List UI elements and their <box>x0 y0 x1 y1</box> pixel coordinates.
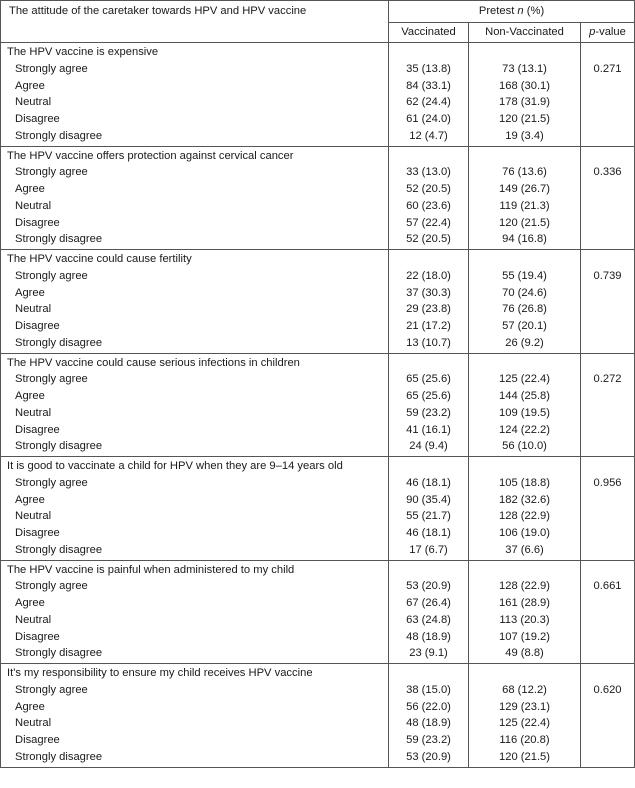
response-label: Agree <box>15 183 45 195</box>
question-block <box>1 250 635 354</box>
non-vaccinated-value: 106 (19.0) <box>499 527 550 539</box>
vaccinated-value: 48 (18.9) <box>406 630 451 643</box>
question-block <box>1 560 635 664</box>
response-label: Disagree <box>15 630 60 643</box>
question-title: The HPV vaccine is painful when administered to my child <box>7 563 295 576</box>
vaccinated-cell <box>389 664 469 768</box>
non-vaccinated-value: 26 (9.2) <box>505 336 544 349</box>
non-vaccinated-value: 37 (6.6) <box>505 543 544 556</box>
non-vaccinated-value: 55 (19.4) <box>502 269 547 282</box>
pvalue: 0.661 <box>593 580 622 593</box>
vaccinated-value: 53 (20.9) <box>406 750 451 763</box>
non-vaccinated-cell <box>469 146 581 250</box>
question-block <box>1 664 635 768</box>
non-vaccinated-cell <box>469 250 581 354</box>
question-block <box>1 43 635 147</box>
response-label: Neutral <box>15 717 52 730</box>
response-label: Strongly disagree <box>15 750 103 763</box>
pretest-header <box>389 1 635 23</box>
pretest-prefix: Pretest <box>478 5 518 17</box>
attitude-column-header: The attitude of the caretaker towards HPV and HPV vaccine <box>1 1 389 43</box>
response-label: Neutral <box>15 613 52 626</box>
question-cell <box>1 457 389 561</box>
response-label: Strongly agree <box>15 373 88 386</box>
vaccinated-value: 65 (25.6) <box>406 390 451 402</box>
non-vaccinated-value: 129 (23.1) <box>499 700 550 713</box>
non-vaccinated-value: 125 (22.4) <box>499 373 550 386</box>
pvalue: 0.956 <box>593 476 622 489</box>
non-vaccinated-value: 119 (21.3) <box>499 199 550 212</box>
non-vaccinated-value: 57 (20.1) <box>502 320 547 332</box>
vaccinated-value: 60 (23.6) <box>406 199 451 212</box>
vaccinated-value: 55 (21.7) <box>406 510 451 523</box>
vaccinated-value: 12 (4.7) <box>409 129 448 142</box>
non-vaccinated-value: 149 (26.7) <box>499 183 550 195</box>
non-vaccinated-value: 128 (22.9) <box>499 580 550 593</box>
response-label: Neutral <box>15 199 52 212</box>
response-label: Disagree <box>15 734 60 746</box>
pvalue-cell <box>581 43 635 147</box>
non-vaccinated-value: 113 (20.3) <box>499 613 550 626</box>
vaccinated-cell <box>389 560 469 664</box>
non-vaccinated-value: 76 (26.8) <box>502 303 547 316</box>
pvalue: 0.272 <box>593 373 622 386</box>
vaccinated-value: 41 (16.1) <box>406 423 451 436</box>
non-vaccinated-value: 105 (18.8) <box>499 476 550 489</box>
vaccinated-value: 84 (33.1) <box>406 79 451 92</box>
response-label: Strongly agree <box>15 269 88 282</box>
non-vaccinated-value: 19 (3.4) <box>505 129 544 142</box>
non-vaccinated-value: 107 (19.2) <box>499 630 550 643</box>
non-vaccinated-value: 76 (13.6) <box>502 166 547 179</box>
response-label: Strongly disagree <box>15 336 103 349</box>
response-label: Strongly disagree <box>15 647 103 660</box>
pvalue: 0.739 <box>593 269 622 282</box>
response-label: Strongly disagree <box>15 233 103 246</box>
vaccinated-value: 22 (18.0) <box>406 269 451 282</box>
vaccinated-value: 33 (13.0) <box>406 166 451 179</box>
vaccinated-value: 56 (22.0) <box>406 700 451 713</box>
vaccinated-cell <box>389 146 469 250</box>
response-label: Neutral <box>15 96 52 109</box>
pretest-suffix: (%) <box>523 5 545 17</box>
question-cell <box>1 146 389 250</box>
question-title: It's my responsibility to ensure my child receives HPV vaccine <box>7 667 313 679</box>
vaccinated-value: 65 (25.6) <box>406 373 451 386</box>
vaccinated-value: 23 (9.1) <box>409 647 448 660</box>
response-label: Disagree <box>15 216 60 229</box>
non-vaccinated-value: 68 (12.2) <box>502 683 547 696</box>
response-label: Agree <box>15 597 45 609</box>
vaccinated-value: 29 (23.8) <box>406 303 451 316</box>
non-vaccinated-value: 125 (22.4) <box>499 717 550 730</box>
response-label: Strongly agree <box>15 476 88 489</box>
response-label: Agree <box>15 700 45 713</box>
pretest-n: n <box>517 5 524 17</box>
pvalue-cell <box>581 560 635 664</box>
vaccinated-value: 62 (24.4) <box>406 96 451 109</box>
response-label: Strongly agree <box>15 580 88 593</box>
non-vaccinated-cell <box>469 353 581 457</box>
response-label: Disagree <box>15 320 60 332</box>
vaccinated-value: 52 (20.5) <box>406 183 451 195</box>
non-vaccinated-cell <box>469 664 581 768</box>
pvalue-cell <box>581 457 635 561</box>
vaccinated-value: 63 (24.8) <box>406 613 451 626</box>
question-title: The HPV vaccine is expensive <box>7 46 159 58</box>
question-block <box>1 457 635 561</box>
response-label: Disagree <box>15 527 60 539</box>
non-vaccinated-value: 124 (22.2) <box>499 423 550 436</box>
response-label: Agree <box>15 390 45 402</box>
pvalue-column-header <box>581 23 635 43</box>
response-label: Strongly agree <box>15 683 88 696</box>
response-label: Agree <box>15 79 45 92</box>
non-vaccinated-value: 161 (28.9) <box>499 597 550 609</box>
vaccinated-value: 46 (18.1) <box>406 476 451 489</box>
non-vaccinated-value: 94 (16.8) <box>502 233 547 246</box>
response-label: Neutral <box>15 303 52 316</box>
non-vaccinated-value: 116 (20.8) <box>499 734 550 746</box>
vaccinated-value: 52 (20.5) <box>406 233 451 246</box>
response-label: Strongly disagree <box>15 129 103 142</box>
non-vaccinated-cell <box>469 560 581 664</box>
vaccinated-column-header: Vaccinated <box>389 23 469 43</box>
response-label: Strongly agree <box>15 62 88 75</box>
non-vaccinated-value: 70 (24.6) <box>502 286 547 299</box>
pvalue-cell <box>581 250 635 354</box>
vaccinated-value: 24 (9.4) <box>409 440 448 453</box>
vaccinated-value: 59 (23.2) <box>406 406 451 419</box>
non-vaccinated-value: 120 (21.5) <box>499 216 550 229</box>
non-vaccinated-value: 168 (30.1) <box>499 79 550 92</box>
vaccinated-value: 53 (20.9) <box>406 580 451 593</box>
vaccinated-value: 59 (23.2) <box>406 734 451 746</box>
response-label: Disagree <box>15 423 60 436</box>
vaccinated-value: 67 (26.4) <box>406 597 451 609</box>
question-cell <box>1 353 389 457</box>
pvalue: 0.271 <box>593 62 622 75</box>
vaccinated-value: 13 (10.7) <box>406 336 451 349</box>
vaccinated-cell <box>389 43 469 147</box>
question-cell <box>1 43 389 147</box>
vaccinated-value: 37 (30.3) <box>406 286 451 299</box>
question-title: It is good to vaccinate a child for HPV when they are 9–14 years old <box>7 460 343 472</box>
vaccinated-value: 35 (13.8) <box>406 62 451 75</box>
vaccinated-value: 90 (35.4) <box>406 493 451 506</box>
pvalue-cell <box>581 664 635 768</box>
non-vaccinated-value: 56 (10.0) <box>502 440 547 453</box>
non-vaccinated-value: 128 (22.9) <box>499 510 550 523</box>
pvalue: 0.336 <box>593 166 622 179</box>
vaccinated-cell <box>389 457 469 561</box>
non-vaccinated-value: 120 (21.5) <box>499 113 550 125</box>
non-vaccinated-column-header: Non-Vaccinated <box>469 23 581 43</box>
non-vaccinated-value: 49 (8.8) <box>505 647 544 660</box>
question-block <box>1 353 635 457</box>
pvalue: 0.620 <box>593 683 622 696</box>
question-cell <box>1 664 389 768</box>
vaccinated-cell <box>389 250 469 354</box>
response-label: Neutral <box>15 406 52 419</box>
response-label: Neutral <box>15 510 52 523</box>
vaccinated-value: 38 (15.0) <box>406 683 451 696</box>
question-title: The HPV vaccine offers protection against cervical cancer <box>7 149 294 162</box>
non-vaccinated-value: 120 (21.5) <box>499 750 550 763</box>
question-block <box>1 146 635 250</box>
vaccinated-value: 57 (22.4) <box>406 216 451 229</box>
vaccinated-value: 17 (6.7) <box>409 543 448 556</box>
non-vaccinated-value: 182 (32.6) <box>499 493 550 506</box>
response-label: Strongly disagree <box>15 440 103 453</box>
response-label: Agree <box>15 286 45 299</box>
vaccinated-value: 61 (24.0) <box>406 113 451 125</box>
non-vaccinated-value: 73 (13.1) <box>502 62 547 75</box>
vaccinated-cell <box>389 353 469 457</box>
non-vaccinated-cell <box>469 43 581 147</box>
question-cell <box>1 250 389 354</box>
question-title: The HPV vaccine could cause fertility <box>7 253 192 265</box>
response-label: Strongly disagree <box>15 543 103 556</box>
non-vaccinated-value: 144 (25.8) <box>499 390 550 402</box>
pvalue-cell <box>581 146 635 250</box>
response-label: Strongly agree <box>15 166 88 179</box>
non-vaccinated-cell <box>469 457 581 561</box>
pvalue-cell <box>581 353 635 457</box>
question-cell <box>1 560 389 664</box>
pvalue-italic: p <box>589 26 596 38</box>
vaccinated-value: 46 (18.1) <box>406 527 451 539</box>
question-title: The HPV vaccine could cause serious infections in children <box>7 356 300 369</box>
non-vaccinated-value: 109 (19.5) <box>499 406 550 419</box>
vaccinated-value: 48 (18.9) <box>406 717 451 730</box>
table-body <box>1 43 635 768</box>
response-label: Disagree <box>15 113 60 125</box>
vaccinated-value: 21 (17.2) <box>406 320 451 332</box>
pvalue-rest: -value <box>595 26 626 38</box>
non-vaccinated-value: 178 (31.9) <box>499 96 550 109</box>
response-label: Agree <box>15 493 45 506</box>
